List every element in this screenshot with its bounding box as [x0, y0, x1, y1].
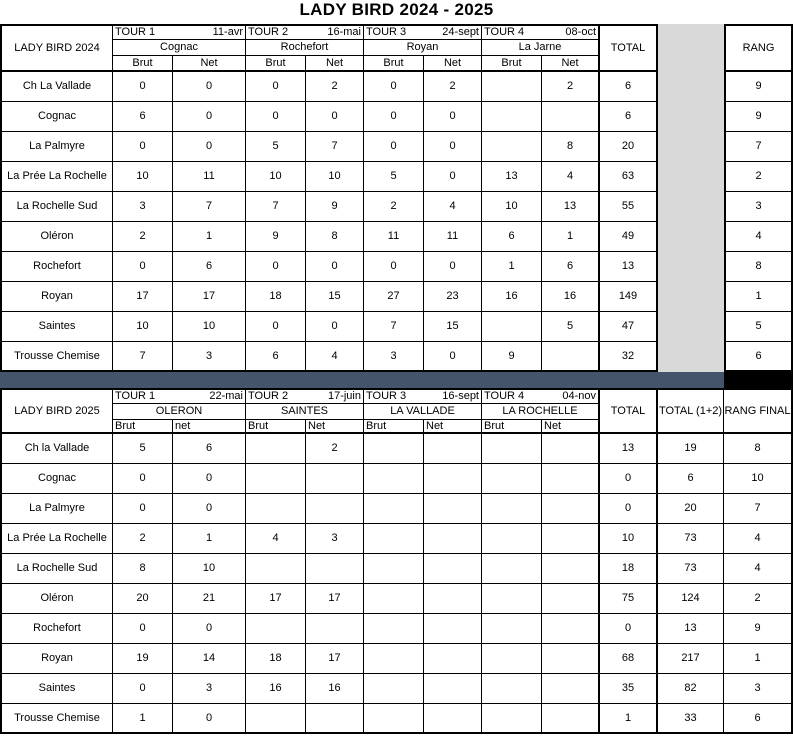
- total-cell: 18: [600, 554, 658, 584]
- score-cell: 0: [172, 132, 245, 162]
- club-name: Royan: [0, 282, 112, 312]
- rang-final-cell: 8: [724, 434, 793, 464]
- score-cell: [363, 494, 423, 524]
- score-cell: 10: [112, 312, 172, 342]
- score-cell: 4: [423, 192, 481, 222]
- rang-final-cell: 3: [724, 674, 793, 704]
- score-cell: 17: [112, 282, 172, 312]
- club-name: Saintes: [0, 312, 112, 342]
- score-cell: 6: [245, 342, 305, 372]
- total12-cell: 19: [658, 434, 724, 464]
- score-cell: [363, 434, 423, 464]
- sub-header: Brut: [245, 420, 305, 434]
- score-cell: 16: [305, 674, 363, 704]
- score-cell: 8: [305, 222, 363, 252]
- score-cell: 2: [305, 434, 363, 464]
- score-cell: 10: [305, 162, 363, 192]
- score-cell: [305, 614, 363, 644]
- score-cell: 0: [172, 102, 245, 132]
- score-cell: [541, 434, 600, 464]
- score-cell: 15: [305, 282, 363, 312]
- club-name: Saintes: [0, 674, 112, 704]
- score-cell: 0: [172, 704, 245, 734]
- total-cell: 0: [600, 494, 658, 524]
- score-cell: 0: [363, 72, 423, 102]
- sub-header: Brut: [481, 56, 541, 72]
- score-cell: [245, 464, 305, 494]
- sub-header: Brut: [481, 420, 541, 434]
- rang-cell: 4: [724, 222, 793, 252]
- score-cell: 1: [481, 252, 541, 282]
- score-cell: 6: [172, 252, 245, 282]
- total-cell: 13: [600, 252, 658, 282]
- score-cell: [481, 674, 541, 704]
- score-cell: [423, 614, 481, 644]
- rang-final-cell: 9: [724, 614, 793, 644]
- score-cell: [305, 554, 363, 584]
- club-name: Ch La Vallade: [0, 72, 112, 102]
- score-cell: [541, 524, 600, 554]
- score-cell: 11: [172, 162, 245, 192]
- total12-header: TOTAL (1+2): [658, 388, 724, 434]
- score-cell: 3: [363, 342, 423, 372]
- score-cell: 5: [363, 162, 423, 192]
- score-cell: [481, 434, 541, 464]
- tour-label: TOUR 4: [484, 26, 525, 38]
- club-name: Cognac: [0, 102, 112, 132]
- score-cell: 0: [112, 614, 172, 644]
- tour-date: 16-sept: [442, 390, 479, 402]
- tour-label: TOUR 4: [484, 390, 525, 402]
- score-cell: [481, 132, 541, 162]
- score-cell: 0: [112, 72, 172, 102]
- score-cell: 10: [245, 162, 305, 192]
- total12-cell: 124: [658, 584, 724, 614]
- sub-header: Net: [541, 56, 600, 72]
- score-cell: [363, 644, 423, 674]
- rang-header: RANG: [724, 24, 793, 72]
- total-cell: 68: [600, 644, 658, 674]
- score-cell: [305, 704, 363, 734]
- score-cell: 18: [245, 644, 305, 674]
- total12-cell: 82: [658, 674, 724, 704]
- total-cell: 63: [600, 162, 658, 192]
- tour-header-3: [363, 24, 481, 40]
- score-cell: 10: [172, 312, 245, 342]
- tour-venue-1: OLERON: [112, 404, 245, 420]
- club-name: Rochefort: [0, 614, 112, 644]
- score-cell: 10: [481, 192, 541, 222]
- spacer-column: [658, 24, 724, 372]
- tour-date: 04-nov: [562, 390, 596, 402]
- club-name: Ch la Vallade: [0, 434, 112, 464]
- score-cell: 9: [245, 222, 305, 252]
- score-cell: 11: [423, 222, 481, 252]
- score-cell: [363, 614, 423, 644]
- score-cell: 5: [112, 434, 172, 464]
- sub-header: Brut: [245, 56, 305, 72]
- score-cell: [541, 644, 600, 674]
- rang-final-cell: 7: [724, 494, 793, 524]
- tour-venue-4: LA ROCHELLE: [481, 404, 600, 420]
- score-cell: 17: [305, 584, 363, 614]
- total-cell: 0: [600, 614, 658, 644]
- score-cell: 17: [172, 282, 245, 312]
- tour-label: TOUR 1: [115, 390, 156, 402]
- rang-cell: 8: [724, 252, 793, 282]
- score-cell: 8: [541, 132, 600, 162]
- score-cell: [541, 674, 600, 704]
- score-cell: [363, 584, 423, 614]
- total-cell: 35: [600, 674, 658, 704]
- score-cell: 0: [172, 72, 245, 102]
- score-cell: 0: [112, 132, 172, 162]
- score-cell: 13: [481, 162, 541, 192]
- score-cell: 0: [363, 132, 423, 162]
- tour-venue-3: LA VALLADE: [363, 404, 481, 420]
- total-cell: 13: [600, 434, 658, 464]
- rang-final-cell: 4: [724, 524, 793, 554]
- score-cell: [481, 554, 541, 584]
- sub-header: Net: [423, 56, 481, 72]
- score-cell: 0: [112, 252, 172, 282]
- score-cell: 0: [112, 464, 172, 494]
- rang-final-cell: 6: [724, 704, 793, 734]
- sub-header: net: [172, 420, 245, 434]
- club-name: La Prée La Rochelle: [0, 162, 112, 192]
- score-cell: [423, 524, 481, 554]
- tour-header-2: [245, 24, 363, 40]
- tour-label: TOUR 2: [248, 390, 289, 402]
- score-cell: 0: [245, 102, 305, 132]
- score-cell: 0: [305, 312, 363, 342]
- tour-date: 22-mai: [209, 390, 243, 402]
- score-cell: 16: [481, 282, 541, 312]
- score-cell: 0: [245, 72, 305, 102]
- score-cell: 14: [172, 644, 245, 674]
- club-name: Trousse Chemise: [0, 704, 112, 734]
- score-cell: 16: [541, 282, 600, 312]
- total12-cell: 73: [658, 554, 724, 584]
- score-cell: [363, 464, 423, 494]
- total12-cell: 20: [658, 494, 724, 524]
- score-cell: [423, 674, 481, 704]
- score-cell: 0: [423, 102, 481, 132]
- score-cell: 0: [363, 252, 423, 282]
- score-cell: [245, 704, 305, 734]
- score-cell: 0: [423, 252, 481, 282]
- sub-header: Brut: [363, 420, 423, 434]
- club-name: La Prée La Rochelle: [0, 524, 112, 554]
- total-cell: 32: [600, 342, 658, 372]
- score-cell: 2: [363, 192, 423, 222]
- score-cell: 2: [112, 524, 172, 554]
- sub-header: Brut: [112, 56, 172, 72]
- tour-header-2: [245, 388, 363, 404]
- score-cell: [245, 494, 305, 524]
- rang-cell: 9: [724, 72, 793, 102]
- score-cell: [423, 464, 481, 494]
- score-cell: [423, 434, 481, 464]
- total-header: TOTAL: [600, 24, 658, 72]
- total12-cell: 73: [658, 524, 724, 554]
- total-cell: 20: [600, 132, 658, 162]
- total-cell: 47: [600, 312, 658, 342]
- sub-header: Brut: [112, 420, 172, 434]
- score-cell: [423, 494, 481, 524]
- score-cell: [363, 674, 423, 704]
- score-cell: 2: [112, 222, 172, 252]
- score-cell: 0: [363, 102, 423, 132]
- sub-header: Net: [423, 420, 481, 434]
- rang-final-cell: 4: [724, 554, 793, 584]
- score-cell: 11: [363, 222, 423, 252]
- score-cell: 17: [245, 584, 305, 614]
- rang-final-cell: 1: [724, 644, 793, 674]
- score-cell: [481, 102, 541, 132]
- score-cell: 3: [172, 674, 245, 704]
- score-cell: 17: [305, 644, 363, 674]
- score-cell: 6: [172, 434, 245, 464]
- score-cell: 1: [172, 524, 245, 554]
- rang-cell: 5: [724, 312, 793, 342]
- score-cell: [305, 464, 363, 494]
- score-cell: [541, 342, 600, 372]
- rang-cell: 3: [724, 192, 793, 222]
- total-cell: 75: [600, 584, 658, 614]
- total-cell: 1: [600, 704, 658, 734]
- tour-header-4: [481, 388, 600, 404]
- rang-final-header: RANG FINAL: [724, 388, 793, 434]
- score-cell: 23: [423, 282, 481, 312]
- score-cell: 1: [541, 222, 600, 252]
- score-cell: 2: [423, 72, 481, 102]
- tour-label: TOUR 3: [366, 390, 407, 402]
- table-header-club: LADY BIRD 2024: [0, 24, 112, 72]
- total-cell: 6: [600, 102, 658, 132]
- tour-venue-2: SAINTES: [245, 404, 363, 420]
- score-cell: 13: [541, 192, 600, 222]
- score-cell: 19: [112, 644, 172, 674]
- club-name: Trousse Chemise: [0, 342, 112, 372]
- score-cell: 16: [245, 674, 305, 704]
- score-cell: 1: [112, 704, 172, 734]
- score-cell: 27: [363, 282, 423, 312]
- score-cell: [363, 554, 423, 584]
- sub-header: Net: [541, 420, 600, 434]
- total-cell: 149: [600, 282, 658, 312]
- tour-header-1: [112, 24, 245, 40]
- score-cell: 0: [172, 614, 245, 644]
- sub-header: Net: [305, 56, 363, 72]
- score-cell: 0: [112, 494, 172, 524]
- score-cell: [541, 102, 600, 132]
- tour-header-1: [112, 388, 245, 404]
- score-cell: [363, 704, 423, 734]
- sub-header: Net: [305, 420, 363, 434]
- score-cell: 3: [305, 524, 363, 554]
- score-cell: 15: [423, 312, 481, 342]
- score-cell: 0: [305, 252, 363, 282]
- score-cell: [481, 644, 541, 674]
- page-title: LADY BIRD 2024 - 2025: [299, 0, 494, 19]
- score-cell: [423, 704, 481, 734]
- score-cell: [423, 584, 481, 614]
- total-cell: 49: [600, 222, 658, 252]
- total-cell: 55: [600, 192, 658, 222]
- rang-final-cell: 10: [724, 464, 793, 494]
- tour-date: 11-avr: [212, 26, 243, 38]
- score-cell: 4: [305, 342, 363, 372]
- score-cell: 7: [245, 192, 305, 222]
- score-cell: 0: [423, 342, 481, 372]
- score-cell: 6: [481, 222, 541, 252]
- score-cell: [245, 614, 305, 644]
- score-cell: [305, 494, 363, 524]
- tour-label: TOUR 1: [115, 26, 156, 38]
- tour-date: 17-juin: [327, 390, 361, 402]
- rang-final-cell: 2: [724, 584, 793, 614]
- score-cell: 5: [541, 312, 600, 342]
- score-cell: 5: [245, 132, 305, 162]
- score-cell: 7: [112, 342, 172, 372]
- score-cell: [541, 554, 600, 584]
- score-cell: 7: [363, 312, 423, 342]
- total-header: TOTAL: [600, 388, 658, 434]
- score-cell: [481, 614, 541, 644]
- score-cell: 0: [112, 674, 172, 704]
- score-cell: 4: [245, 524, 305, 554]
- club-name: Oléron: [0, 584, 112, 614]
- score-cell: 2: [305, 72, 363, 102]
- tour-venue-3: Royan: [363, 40, 481, 56]
- total12-cell: 217: [658, 644, 724, 674]
- score-cell: 10: [112, 162, 172, 192]
- score-cell: [481, 704, 541, 734]
- rang-cell: 6: [724, 342, 793, 372]
- score-cell: 1: [172, 222, 245, 252]
- score-cell: [541, 704, 600, 734]
- score-cell: 0: [245, 312, 305, 342]
- tour-venue-1: Cognac: [112, 40, 245, 56]
- tour-label: TOUR 3: [366, 26, 407, 38]
- score-cell: 7: [305, 132, 363, 162]
- score-cell: [481, 72, 541, 102]
- table-header-club: LADY BIRD 2025: [0, 388, 112, 434]
- club-name: La Rochelle Sud: [0, 192, 112, 222]
- club-name: Royan: [0, 644, 112, 674]
- score-cell: 8: [112, 554, 172, 584]
- score-cell: [541, 584, 600, 614]
- tour-date: 24-sept: [442, 26, 479, 38]
- club-name: La Palmyre: [0, 494, 112, 524]
- rang-cell: 7: [724, 132, 793, 162]
- score-cell: [541, 464, 600, 494]
- score-cell: 0: [423, 162, 481, 192]
- club-name: Cognac: [0, 464, 112, 494]
- tour-header-3: [363, 388, 481, 404]
- club-name: La Palmyre: [0, 132, 112, 162]
- score-cell: 18: [245, 282, 305, 312]
- score-cell: [481, 494, 541, 524]
- score-cell: 0: [245, 252, 305, 282]
- score-cell: 3: [112, 192, 172, 222]
- score-cell: 7: [172, 192, 245, 222]
- score-cell: 0: [305, 102, 363, 132]
- total12-cell: 13: [658, 614, 724, 644]
- club-name: Rochefort: [0, 252, 112, 282]
- total12-cell: 33: [658, 704, 724, 734]
- score-cell: 0: [172, 494, 245, 524]
- tour-venue-2: Rochefort: [245, 40, 363, 56]
- rang-cell: 1: [724, 282, 793, 312]
- rang-cell: 9: [724, 102, 793, 132]
- score-cell: [363, 524, 423, 554]
- score-cell: [541, 614, 600, 644]
- score-cell: [423, 644, 481, 674]
- rang-cell: 2: [724, 162, 793, 192]
- score-cell: [481, 584, 541, 614]
- club-name: Oléron: [0, 222, 112, 252]
- score-cell: 0: [423, 132, 481, 162]
- club-name: La Rochelle Sud: [0, 554, 112, 584]
- sub-header: Brut: [363, 56, 423, 72]
- score-cell: 6: [112, 102, 172, 132]
- score-cell: 3: [172, 342, 245, 372]
- score-cell: 10: [172, 554, 245, 584]
- score-cell: [245, 434, 305, 464]
- score-cell: 9: [305, 192, 363, 222]
- score-cell: [481, 464, 541, 494]
- total-cell: 6: [600, 72, 658, 102]
- tour-label: TOUR 2: [248, 26, 289, 38]
- total-cell: 0: [600, 464, 658, 494]
- tour-venue-4: La Jarne: [481, 40, 600, 56]
- score-cell: [481, 524, 541, 554]
- total12-cell: 6: [658, 464, 724, 494]
- total-cell: 10: [600, 524, 658, 554]
- score-cell: 21: [172, 584, 245, 614]
- tour-date: 08-oct: [565, 26, 596, 38]
- score-cell: 20: [112, 584, 172, 614]
- score-cell: [423, 554, 481, 584]
- sub-header: Net: [172, 56, 245, 72]
- score-cell: [245, 554, 305, 584]
- score-cell: [481, 312, 541, 342]
- tour-header-4: [481, 24, 600, 40]
- score-cell: 6: [541, 252, 600, 282]
- tour-date: 16-mai: [327, 26, 361, 38]
- score-cell: 9: [481, 342, 541, 372]
- score-cell: [541, 494, 600, 524]
- score-cell: 2: [541, 72, 600, 102]
- score-cell: 0: [172, 464, 245, 494]
- score-cell: 4: [541, 162, 600, 192]
